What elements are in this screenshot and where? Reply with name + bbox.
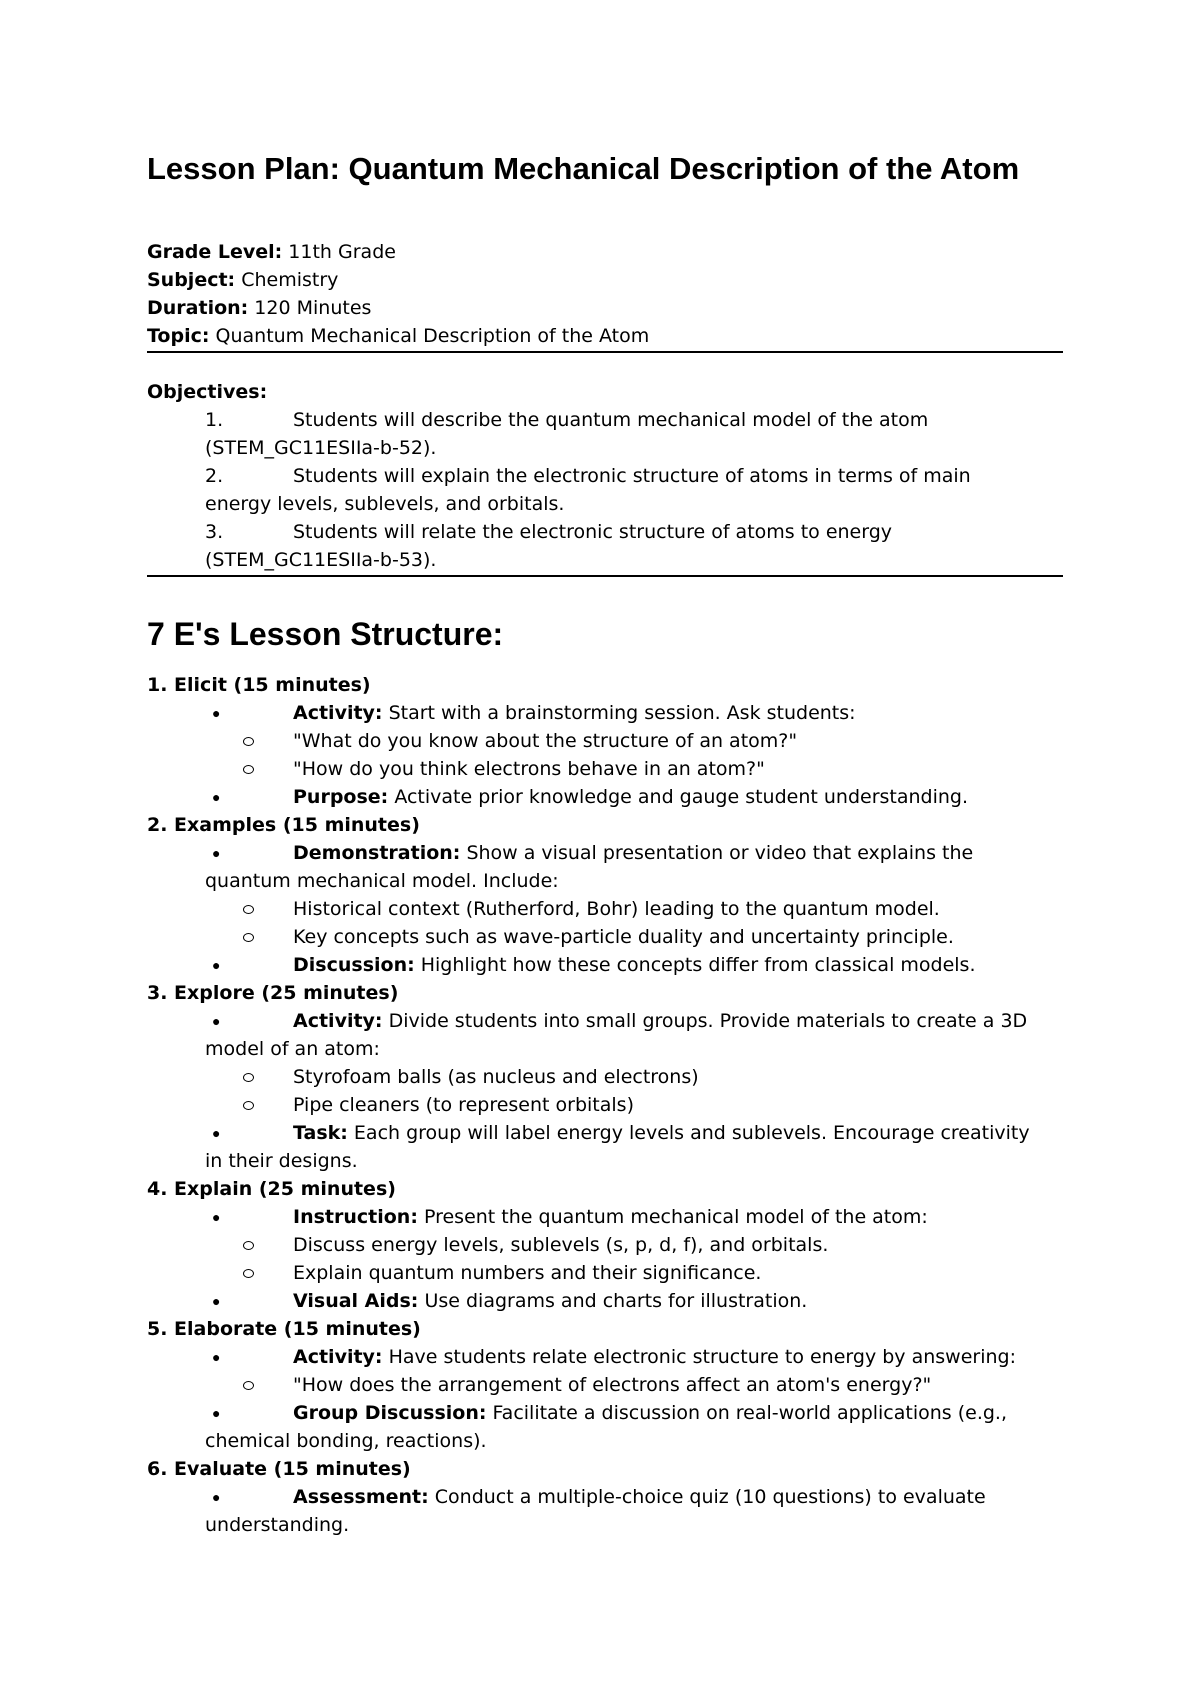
list-subitem: Pipe cleaners (to represent orbitals): [293, 1094, 634, 1116]
objective-text: Students will describe the quantum mechanical model of the atom: [293, 409, 929, 431]
circle-bullet-icon: [243, 1101, 254, 1110]
lesson-structure-heading: 7 E's Lesson Structure:: [147, 616, 504, 652]
list-item-cont: quantum mechanical model. Include:: [205, 870, 559, 892]
list-subitem: Key concepts such as wave-particle duality and uncertainty principle.: [293, 926, 954, 948]
list-item: Task: Each group will label energy levels and sublevels. Encourage creativity: [293, 1122, 1030, 1144]
circle-bullet-icon: [243, 933, 254, 942]
circle-bullet-icon: [243, 765, 254, 774]
meta-topic: Topic: Quantum Mechanical Description of the Atom: [147, 325, 650, 347]
bullet-icon: ●: [212, 1405, 221, 1421]
objectives-heading: Objectives:: [147, 381, 268, 403]
list-subitem: Historical context (Rutherford, Bohr) leading to the quantum model.: [293, 898, 940, 920]
bullet-icon: ●: [212, 1293, 221, 1309]
list-item: Activity: Divide students into small groups. Provide materials to create a 3D: [293, 1010, 1028, 1032]
bullet-icon: ●: [212, 845, 221, 861]
circle-bullet-icon: [243, 905, 254, 914]
circle-bullet-icon: [243, 737, 254, 746]
section-heading-evaluate: 6. Evaluate (15 minutes): [147, 1458, 411, 1480]
circle-bullet-icon: [243, 1269, 254, 1278]
divider: [147, 575, 1063, 577]
bullet-icon: ●: [212, 1209, 221, 1225]
list-item: Demonstration: Show a visual presentation or video that explains the: [293, 842, 974, 864]
list-item: Purpose: Activate prior knowledge and gauge student understanding.: [293, 786, 969, 808]
bullet-icon: ●: [212, 789, 221, 805]
meta-duration: Duration: 120 Minutes: [147, 297, 372, 319]
objective-number: 3.: [205, 521, 224, 543]
bullet-icon: ●: [212, 705, 221, 721]
circle-bullet-icon: [243, 1073, 254, 1082]
section-heading-elicit: 1. Elicit (15 minutes): [147, 674, 371, 696]
list-item-cont: understanding.: [205, 1514, 350, 1536]
circle-bullet-icon: [243, 1381, 254, 1390]
list-subitem: Explain quantum numbers and their significance.: [293, 1262, 762, 1284]
list-item: Activity: Start with a brainstorming session. Ask students:: [293, 702, 856, 724]
divider: [147, 351, 1063, 353]
list-item: Discussion: Highlight how these concepts differ from classical models.: [293, 954, 976, 976]
bullet-icon: ●: [212, 1125, 221, 1141]
section-heading-explore: 3. Explore (25 minutes): [147, 982, 399, 1004]
list-subitem: Discuss energy levels, sublevels (s, p, d, f), and orbitals.: [293, 1234, 829, 1256]
meta-grade-level: Grade Level: 11th Grade: [147, 241, 396, 263]
list-item: Group Discussion: Facilitate a discussion on real-world applications (e.g.,: [293, 1402, 1008, 1424]
list-item-cont: chemical bonding, reactions).: [205, 1430, 487, 1452]
bullet-icon: ●: [212, 1489, 221, 1505]
section-heading-elaborate: 5. Elaborate (15 minutes): [147, 1318, 421, 1340]
list-item: Instruction: Present the quantum mechanical model of the atom:: [293, 1206, 928, 1228]
objective-text: Students will explain the electronic structure of atoms in terms of main: [293, 465, 971, 487]
objective-text-cont: (STEM_GC11ESIIa-b-53).: [205, 549, 437, 571]
objective-text-cont: energy levels, sublevels, and orbitals.: [205, 493, 565, 515]
bullet-icon: ●: [212, 1349, 221, 1365]
objective-text-cont: (STEM_GC11ESIIa-b-52).: [205, 437, 437, 459]
list-item-cont: in their designs.: [205, 1150, 358, 1172]
list-item-cont: model of an atom:: [205, 1038, 380, 1060]
bullet-icon: ●: [212, 957, 221, 973]
list-subitem: "How does the arrangement of electrons affect an atom's energy?": [293, 1374, 932, 1396]
circle-bullet-icon: [243, 1241, 254, 1250]
list-item: Activity: Have students relate electronic structure to energy by answering:: [293, 1346, 1016, 1368]
list-subitem: "What do you know about the structure of an atom?": [293, 730, 798, 752]
objective-text: Students will relate the electronic structure of atoms to energy: [293, 521, 893, 543]
list-item: Assessment: Conduct a multiple-choice quiz (10 questions) to evaluate: [293, 1486, 986, 1508]
objective-number: 2.: [205, 465, 224, 487]
list-subitem: "How do you think electrons behave in an atom?": [293, 758, 765, 780]
page-title: Lesson Plan: Quantum Mechanical Description of the Atom: [147, 151, 1020, 186]
objective-number: 1.: [205, 409, 224, 431]
section-heading-explain: 4. Explain (25 minutes): [147, 1178, 396, 1200]
meta-subject: Subject: Chemistry: [147, 269, 339, 291]
list-subitem: Styrofoam balls (as nucleus and electrons): [293, 1066, 699, 1088]
section-heading-examples: 2. Examples (15 minutes): [147, 814, 420, 836]
bullet-icon: ●: [212, 1013, 221, 1029]
list-item: Visual Aids: Use diagrams and charts for illustration.: [293, 1290, 808, 1312]
